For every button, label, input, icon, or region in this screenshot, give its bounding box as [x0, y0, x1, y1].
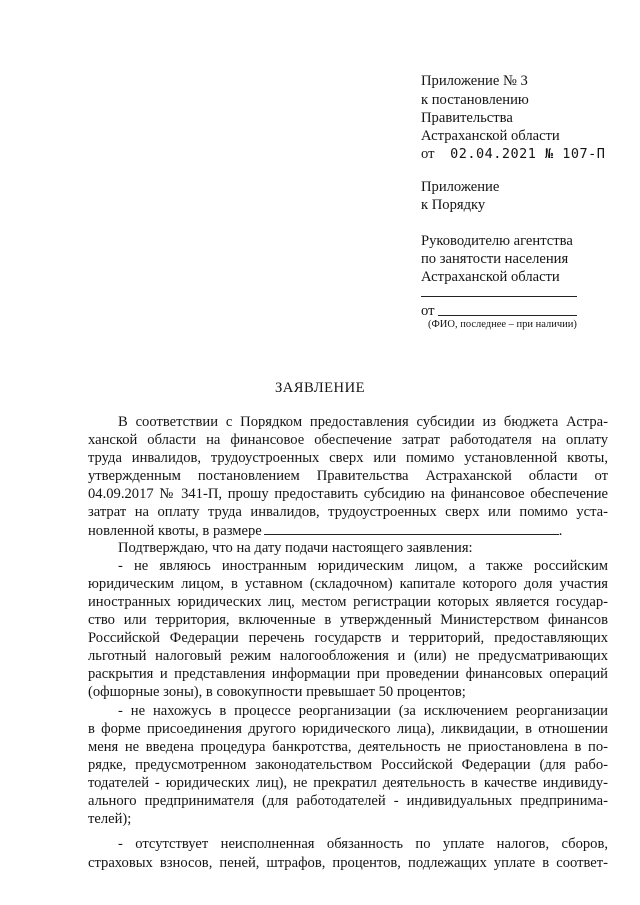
amount-label: новленной квоты, в размере	[88, 523, 262, 539]
to-order-label: к Порядку	[421, 197, 486, 213]
region-label: Астраханской области	[421, 128, 560, 144]
p1-line-2: ханской области на финансовое обеспечение затрат работодателя на оплату	[88, 432, 608, 448]
resolution-date-line	[421, 145, 605, 163]
appendix-number: Приложение № 3	[421, 73, 528, 89]
p1-line-7	[88, 521, 608, 540]
p1-line-6: затрат на оплату труда инвалидов, трудоустроенных сверх или помимо уста-	[88, 504, 608, 520]
date-stamp: 02.04.2021 № 107-П	[450, 146, 606, 162]
appendix-label: Приложение	[421, 179, 500, 195]
addressee-blank-line	[421, 296, 577, 297]
from-label: от	[421, 303, 435, 319]
item1-line-4: ство или территория, включенные в утвержденный Министерством финансов	[88, 612, 608, 628]
government-label: Правительства	[421, 110, 513, 126]
item2-line-6: ального предпринимателя (для работодателей - индивидуальных предпринима-	[88, 793, 608, 809]
addressee-line-3: Астраханской области	[421, 269, 560, 285]
amount-blank-field	[264, 521, 559, 535]
p1-line-5: 04.09.2017 № 341-П, прошу предоставить субсидию на финансовое обеспечение	[88, 486, 608, 502]
fio-note: (ФИО, последнее – при наличии)	[428, 319, 577, 330]
item3-line-2: страховых взносов, пеней, штрафов, процентов, подлежащих уплате в соответ-	[88, 855, 608, 871]
item2-line-4: рядке, предусмотренном законодательством Российской Федерации (для рабо-	[88, 757, 608, 773]
item1-line-8: (офшорные зоны), в совокупности превышает 50 процентов;	[88, 684, 466, 700]
item1-line-6: льготный налоговый режим налогообложения и (или) не предусматривающих	[88, 648, 608, 664]
addressee-line-2: по занятости населения	[421, 251, 569, 267]
item2-line-1: - не нахожусь в процессе реорганизации (за исключением реорганизации	[118, 703, 608, 719]
item2-line-3: меня не введена процедура банкротства, деятельность не приостановлена в по-	[88, 739, 608, 755]
p1-line-1: В соответствии с Порядком предоставления субсидии из бюджета Астра-	[118, 414, 608, 430]
item2-line-5: тодателей - юридических лиц), не прекратил деятельность в качестве индивиду-	[88, 775, 608, 791]
item1-line-7: раскрытия и представления информации при проведении финансовых операций	[88, 666, 608, 682]
confirm-intro: Подтверждаю, что на дату подачи настоящего заявления:	[118, 540, 473, 556]
item1-line-3: иностранных юридических лиц, местом регистрации которых является государ-	[88, 594, 608, 610]
addressee-line-1: Руководителю агентства	[421, 233, 573, 249]
item1-line-1: - не являюсь иностранным юридическим лицом, а также российским	[118, 558, 608, 574]
date-prefix: от	[421, 146, 435, 162]
item1-line-5: Российской Федерации перечень государств и территорий, предоставляющих	[88, 630, 608, 646]
p1-line-4: утвержденным постановлением Правительства Астраханской области от	[88, 468, 608, 484]
item1-line-2: юридическим лицом, в уставном (складочном) капитале которого доля участия	[88, 576, 608, 592]
item2-line-2: в форме присоединения другого юридического лица), ликвидации, в отношении	[88, 721, 608, 737]
document-title: ЗАЯВЛЕНИЕ	[274, 380, 366, 396]
amount-period: .	[558, 523, 563, 539]
p1-line-3: труда инвалидов, трудоустроенных сверх или помимо установленной квоты,	[88, 450, 608, 466]
item3-line-1: - отсутствует неисполненная обязанность по уплате налогов, сборов,	[118, 836, 608, 852]
item2-line-7: телей);	[88, 811, 132, 827]
fio-blank-line	[438, 315, 577, 316]
to-resolution: к постановлению	[421, 92, 529, 108]
